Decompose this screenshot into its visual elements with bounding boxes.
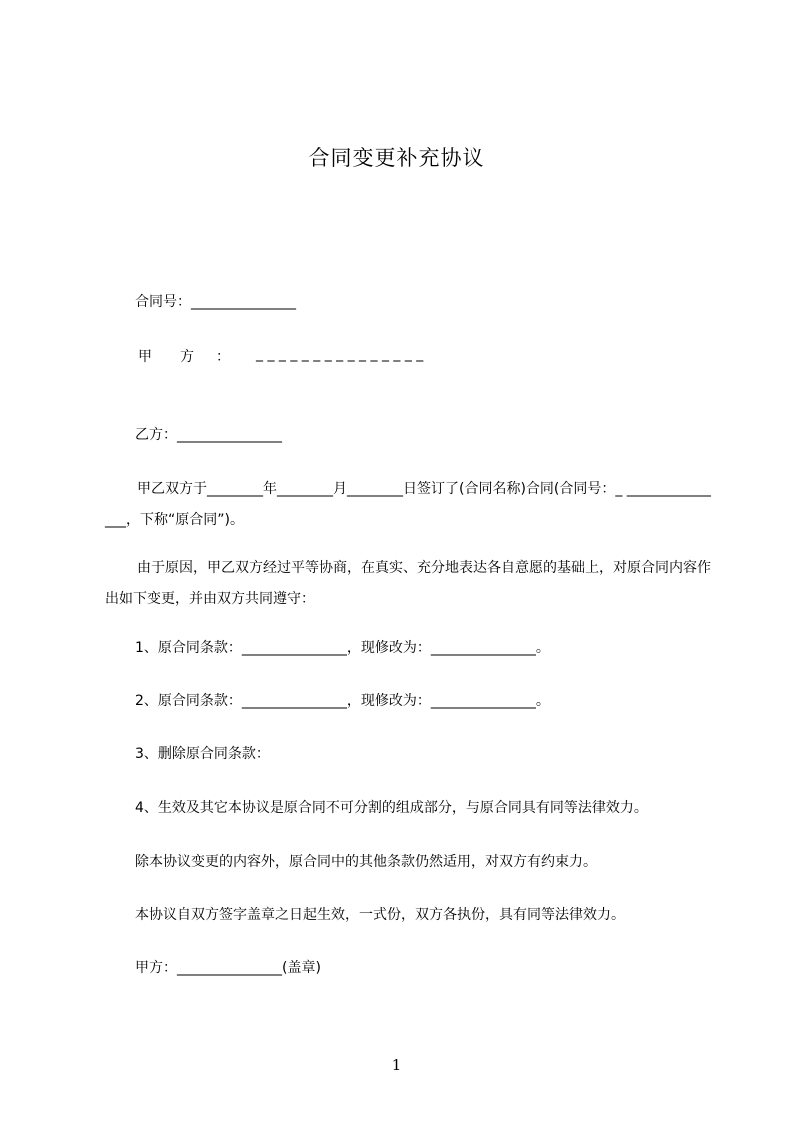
clause-2: 2、原合同条款：_______________，现修改为：_______________。 bbox=[135, 693, 550, 709]
page-number: 1 bbox=[391, 1056, 402, 1074]
party-a-label-1: 甲 bbox=[138, 349, 152, 365]
party-b-line: 乙方：_______________ bbox=[135, 427, 282, 443]
party-a-label-2: 方 bbox=[180, 349, 194, 365]
clause-4: 4、生效及其它本协议是原合同不可分割的组成部分，与原合同具有同等法律效力。 bbox=[135, 800, 648, 816]
party-a-signature-line: 甲方：_______________(盖章) bbox=[135, 960, 321, 976]
other-terms-line: 除本协议变更的内容外，原合同中的其他条款仍然适用，对双方有约束力。 bbox=[135, 854, 597, 870]
effect-line: 本协议自双方签字盖章之日起生效，一式份，双方各执份，具有同等法律效力。 bbox=[135, 907, 625, 923]
contract-number-line: 合同号：_______________ bbox=[135, 294, 296, 310]
clause-3: 3、删除原合同条款： bbox=[135, 746, 270, 762]
party-a-blank: _ _ _ _ _ _ _ _ _ _ _ _ _ _ _ bbox=[256, 346, 424, 362]
change-reason-paragraph: 由于原因，甲乙双方经过平等协商，在真实、充分地表达各自意愿的基础上，对原合同内容作出如下变更，并由双方共同遵守： bbox=[105, 560, 711, 607]
party-a-colon: ： bbox=[216, 349, 230, 365]
document-title: 合同变更补充协议 bbox=[308, 146, 485, 170]
clause-1: 1、原合同条款：_______________，现修改为：_______________。 bbox=[135, 640, 550, 656]
signing-paragraph: 甲乙双方于________年________月________日签订了(合同名称)合同(合同号：_ _______________，下称“原合同”)。 bbox=[105, 481, 711, 528]
